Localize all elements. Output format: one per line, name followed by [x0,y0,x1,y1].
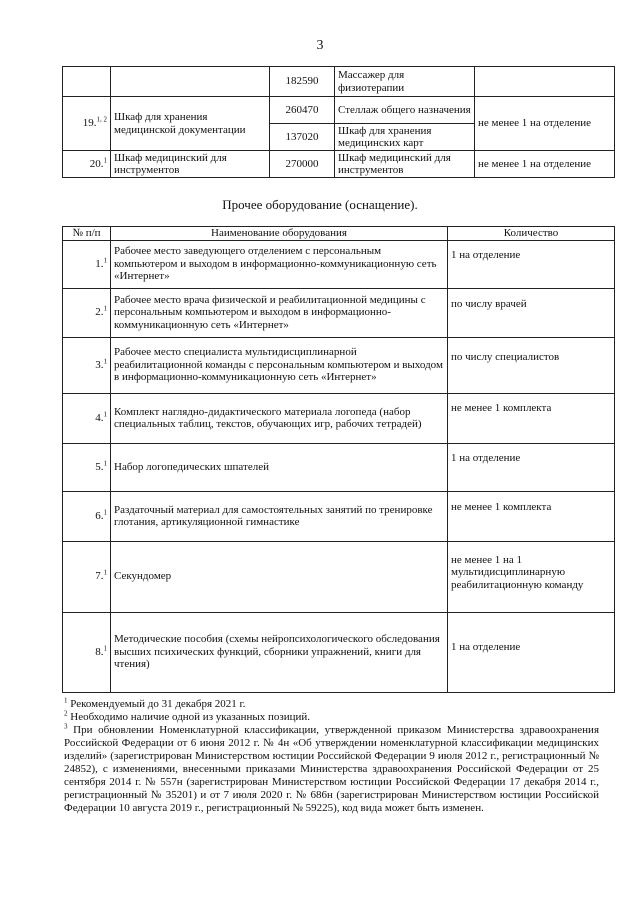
type-name: Шкаф для хранения медицинских карт [335,124,475,151]
table-row [63,67,615,97]
quantity: 1 на отделение [448,240,615,288]
section-title: Прочее оборудование (оснащение). [222,197,418,212]
quantity [475,67,615,97]
row-number [63,67,111,97]
footnote: $^3$ При обновлении Номенклатурной классификации, утвержденной приказом Министерства здравоохранения Российской Федерации от 6 июня 2012 г. № 4н «Об утверждении номенклатурной классификации медицинских изделий» (зарегистрирован Министерством юстиции Российской Федерации 9 июля 2012 г., регистрационный № 24852), с изменениями, внесенными приказами Министерства здравоохранения Российской Федерации от 25 сентября 2014 г. № 557н (зарегистрирован Министерством юстиции Российской Федерации 17 декабря 2014 г., регистрационный № 35201) и от 7 июля 2020 г. № 686н (зарегистрирован Министерством юстиции Российской Федерации 10 августа 2019 г., регистрационный № 59225), код вида может быть изменен. [64,722,600,814]
table-row [63,97,615,124]
footnote: $^2$ Необходимо наличие одной из указанных позиций. [64,709,311,723]
quantity: не менее 1 комплекта [448,491,615,541]
table-row [63,491,615,541]
table-row [63,151,615,178]
row-number: 20.$^1$ [63,151,111,178]
quantity: не менее 1 на отделение [475,97,615,151]
equipment-name: Шкаф для хранения медицинской документации [111,97,270,151]
row-number: 6.$^1$ [63,491,111,541]
row-number: 1.$^1$ [63,240,111,288]
footnotes [64,698,599,815]
page-number: 3 [316,38,324,53]
table-row [63,443,615,491]
equipment-name: Рабочее место специалиста мультидисциплинарной реабилитационной команды с персональным компьютером и выходом в информационно-коммуникационную сеть «Интернет» [111,337,448,393]
type-code: 182590 [270,67,335,97]
equipment-name: Раздаточный материал для самостоятельных занятий по тренировке глотания, артикуляционной гимнастике [111,491,448,541]
row-number: 19.$^{1, 2}$ [63,97,111,151]
quantity: по числу врачей [448,288,615,337]
type-code: 270000 [270,151,335,178]
type-code: 260470 [270,97,335,124]
equipment-name [111,67,270,97]
table-row [63,337,615,393]
row-number: 8.$^1$ [63,612,111,692]
row-number: 7.$^1$ [63,541,111,612]
type-code: 137020 [270,124,335,151]
row-number: 4.$^1$ [63,393,111,443]
equipment-name: Шкаф медицинский для инструментов [111,151,270,178]
quantity: 1 на отделение [448,443,615,491]
equipment-name: Секундомер [111,541,448,612]
footnote: $^1$ Рекомендуемый до 31 декабря 2021 г. [64,696,246,710]
header-number: № п/п [63,227,111,241]
header-equipment-name: Наименование оборудования [111,227,448,241]
type-name: Шкаф медицинский для инструментов [335,151,475,178]
table-header-row [63,227,615,241]
table-row [63,240,615,288]
type-name: Массажер для физиотерапии [335,67,475,97]
table-row [63,288,615,337]
table-row [63,393,615,443]
row-number: 2.$^1$ [63,288,111,337]
top-equipment-table [62,66,615,178]
type-name: Стеллаж общего назначения [335,97,475,124]
equipment-name: Рабочее место врача физической и реабилитационной медицины с персональным компьютером и выходом в информационно-коммуникационную сеть «Интернет» [111,288,448,337]
other-equipment-table [62,226,615,693]
quantity: не менее 1 на 1 мультидисциплинарную реабилитационную команду [448,541,615,612]
table-row [63,612,615,692]
row-number: 5.$^1$ [63,443,111,491]
equipment-name: Набор логопедических шпателей [111,443,448,491]
quantity: не менее 1 комплекта [448,393,615,443]
row-number: 3.$^1$ [63,337,111,393]
quantity: по числу специалистов [448,337,615,393]
quantity: не менее 1 на отделение [475,151,615,178]
table-row [63,541,615,612]
equipment-name: Комплект наглядно-дидактического материала логопеда (набор специальных таблиц, текстов, обучающих игр, рабочих тетрадей) [111,393,448,443]
quantity: 1 на отделение [448,612,615,692]
equipment-name: Методические пособия (схемы нейропсихологического обследования высших психических функций, сборники упражнений, книги для чтения) [111,612,448,692]
equipment-name: Рабочее место заведующего отделением с персональным компьютером и выходом в информационно-коммуникационную сеть «Интернет» [111,240,448,288]
header-quantity: Количество [448,227,615,241]
